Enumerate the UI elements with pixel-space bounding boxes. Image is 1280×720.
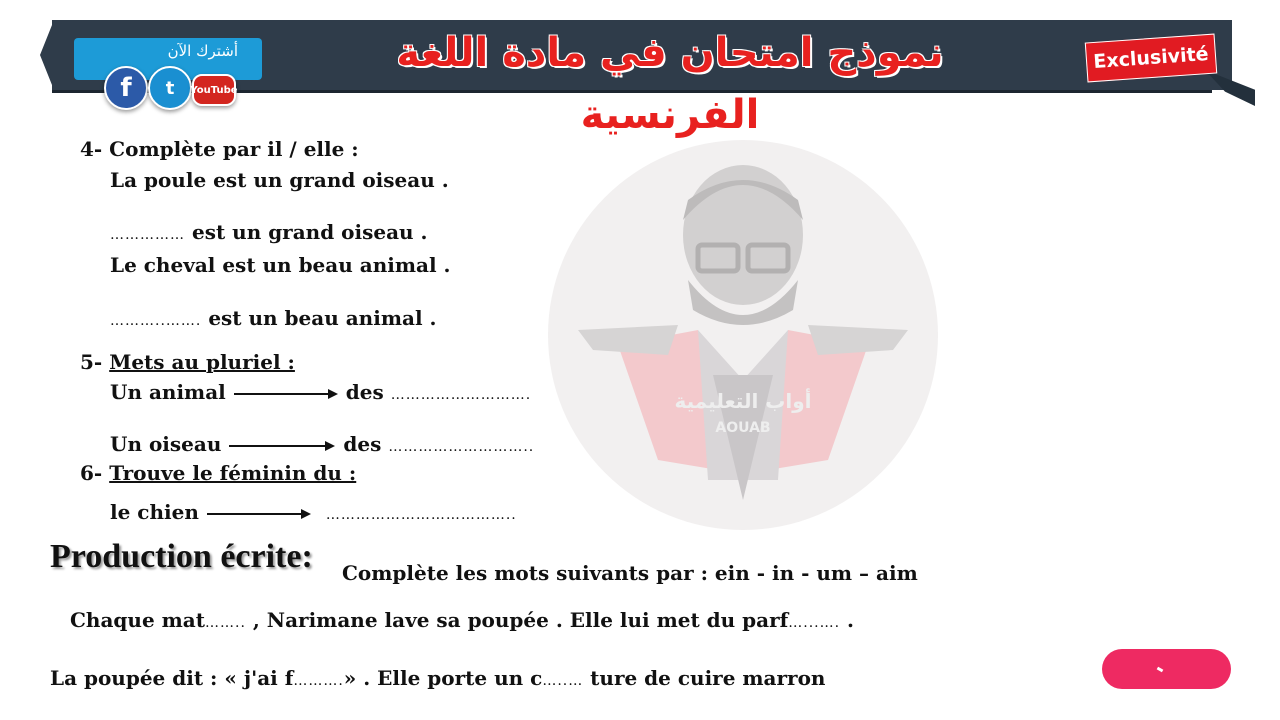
subscribe-label: أشترك الآن [167, 42, 238, 60]
production-title: Production écrite: [50, 538, 313, 575]
exercise5-row2-left: Un oiseau [110, 432, 222, 456]
blank-dots[interactable]: ………..……. [110, 313, 202, 329]
exercise5-number: 5- [80, 350, 110, 374]
exercise5-row2 [110, 432, 534, 456]
blank-dots[interactable]: ……………………….. [388, 439, 535, 455]
youtube-icon[interactable]: YouTube [192, 74, 236, 106]
blank-dots[interactable]: …….. [205, 615, 246, 631]
exercise6-row-left: le chien [110, 500, 199, 524]
twitter-icon[interactable]: t [148, 66, 192, 110]
banner-fold-left [40, 20, 54, 90]
watermark-arabic: أواب التعليمية [674, 389, 812, 413]
production-instruction: Complète les mots suivants par : ein - in - um – aim [342, 561, 918, 585]
production-line2-c: ture de cuire marron [583, 666, 826, 690]
production-line1-a: Chaque mat [70, 608, 205, 632]
blank-dots[interactable]: …..… [542, 673, 584, 689]
facebook-icon[interactable]: f [104, 66, 148, 110]
exercise6-number: 6- [80, 461, 110, 485]
arrow-right-icon [229, 441, 335, 451]
production-line2-b: » . Elle porte un c [343, 666, 543, 690]
exercise6-row [110, 500, 517, 524]
exercise4-line3: Le cheval est un beau animal . [110, 253, 451, 277]
blank-dots[interactable]: …...…. [788, 615, 841, 631]
watermark-latin: AOUAB [715, 420, 771, 436]
exercise4-line1: La poule est un grand oiseau . [110, 168, 449, 192]
arrow-right-icon [207, 509, 311, 519]
exercise5-heading-row [80, 350, 295, 374]
exercise5-heading: Mets au pluriel : [109, 350, 295, 374]
blank-dots[interactable]: …………… [110, 227, 185, 243]
blank-dots[interactable]: ……………………………….. [325, 507, 517, 523]
production-line2-a: La poupée dit : « j'ai f [50, 666, 294, 690]
exercise5-row1 [110, 380, 531, 404]
arrow-right-icon [234, 389, 338, 399]
exercise6-heading: Trouve le féminin du : [109, 461, 357, 485]
page-title: نموذج امتحان في مادة اللغة الفرنسية [396, 30, 944, 138]
exercise4-heading: 4- Complète par il / elle : [80, 137, 359, 161]
production-line1 [70, 608, 854, 632]
production-line1-b: , Narimane lave sa poupée . Elle lui met du parf [245, 608, 789, 632]
exclusive-badge: Exclusivité [1085, 34, 1217, 83]
blank-dots[interactable]: ………………………. [390, 387, 532, 403]
watermark-logo [548, 140, 938, 530]
pink-action-button[interactable] [1102, 649, 1231, 689]
exercise6-heading-row [80, 461, 356, 485]
exercise5-row1-right: des [345, 380, 384, 404]
exercise4-line4-text: est un beau animal . [201, 306, 437, 330]
exercise4-line2-text: est un grand oiseau . [185, 220, 428, 244]
exercise5-row2-right: des [343, 432, 382, 456]
production-line2 [50, 666, 825, 690]
blank-dots[interactable]: ………. [293, 673, 344, 689]
production-line1-c: . [840, 608, 854, 632]
exercise4-line4 [110, 306, 436, 330]
exercise4-line2 [110, 220, 428, 244]
exercise5-row1-left: Un animal [110, 380, 226, 404]
